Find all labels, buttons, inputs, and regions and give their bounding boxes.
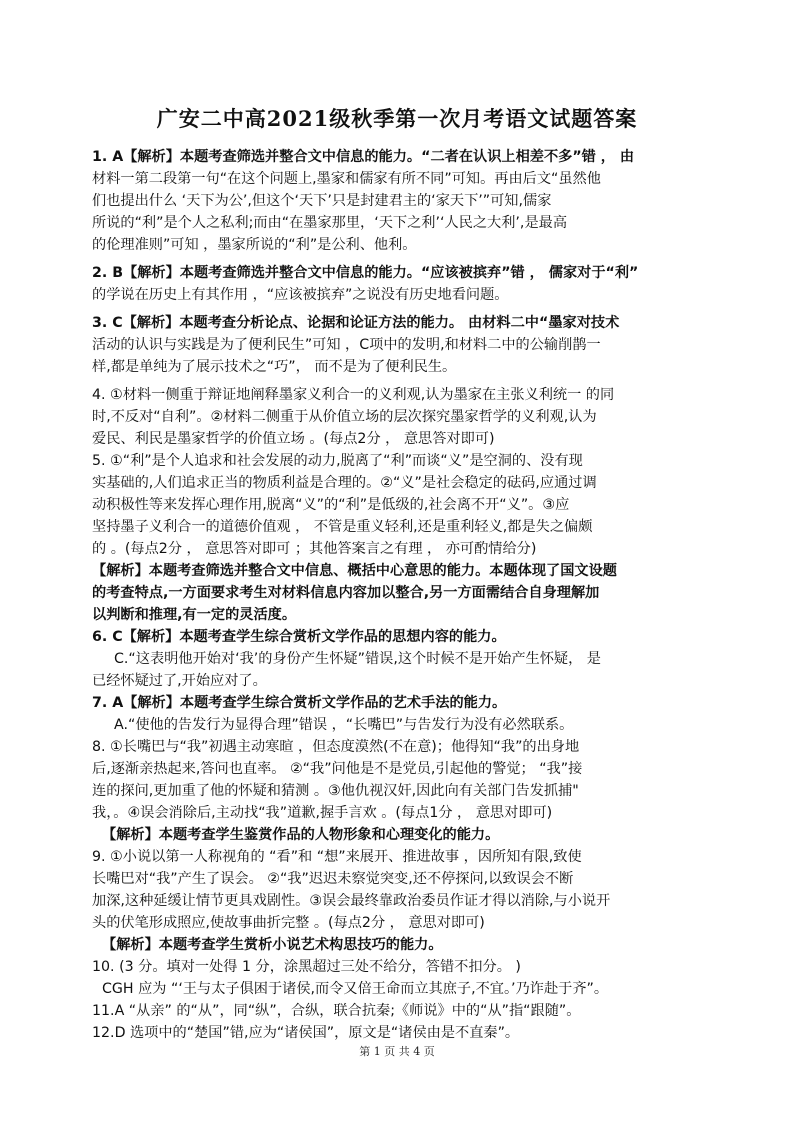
- answer-line: 动积极性等来发挥心理作用,脱离“义”的“利”是低级的,社会离不开“义”。③应: [92, 497, 570, 513]
- answer-12: [92, 1022, 704, 1044]
- answer-content: [92, 146, 704, 1044]
- answer-line: 样,都是单纯为了展示技术之“巧”， 而不是为了便利民生。: [92, 359, 457, 375]
- page-footer: 第 1 页 共 4 页: [359, 1045, 435, 1058]
- analysis-line: 【解析】本题考查学生赏析小说艺术构思技巧的能力。: [102, 937, 443, 953]
- answer-line: 材料一第二段第一句“在这个问题上,墨家和儒家有所不同”可知。再由后文“虽然他: [92, 171, 601, 187]
- answer-line: 的伦理准则”可知 ，墨家所说的“利”是公利、他利。: [92, 237, 417, 253]
- answer-11: [92, 1000, 704, 1022]
- answer-6: [92, 626, 704, 692]
- answer-line: 爱民、利民是墨家哲学的价值立场 。(每点2分 ， 意思答对即可): [92, 431, 495, 447]
- answer-line: 12.D 选项中的“楚国”错,应为“诸侯国”，原文是“诸侯由是不直秦”。: [92, 1025, 520, 1041]
- answer-7: [92, 692, 704, 736]
- answer-10: [92, 956, 704, 1000]
- answer-line: CGH 应为 “‘王与太子俱困于诸侯,而令又倍王命而立其庶子,不宜。’乃诈赴于齐”。: [102, 981, 609, 997]
- answer-9: [92, 846, 704, 956]
- answer-line: 8. ①长嘴巴与“我”初遇主动寒暄 ，但态度漠然(不在意)；他得知“我”的出身地: [92, 739, 580, 755]
- page-title: 广安二中高2021级秋季第一次月考语文试题答案: [156, 106, 638, 131]
- analysis-line: 的考查特点,一方面要求考生对材料信息内容加以整合,另一方面需结合自身理解加: [92, 585, 600, 601]
- answer-line: 加深,这种延缓让情节更具戏剧性。③误会最终靠政治委员作证才得以消除,与小说开: [92, 893, 611, 909]
- answer-line: 4. ①材料一侧重于辩证地阐释墨家义利合一的义利观,认为墨家在主张义利统一 的同: [92, 387, 615, 403]
- answer-line: 连的探问,更加重了他的怀疑和猜测 。③他仇视汉奸,因此向有关部门告发抓捕": [92, 783, 579, 799]
- answer-line: 的 。(每点2分 ， 意思答对即可 ；其他答案言之有理 ， 亦可酌情给分): [92, 541, 537, 557]
- answer-line: 我，。④误会消除后,主动找“我”道歉,握手言欢 。(每点1分 ， 意思对即可): [92, 805, 553, 821]
- answer-line: 9. ①小说以第一人称视角的 “看”和 “想”来展开、推进故事 ，因所知有限,致使: [92, 849, 582, 865]
- answer-line: 11.A “从亲” 的“从”，同“纵”，合纵，联合抗秦;《师说》中的“从”指“跟随”。: [92, 1003, 581, 1019]
- answer-line: 时,不反对“自利”。②材料二侧重于从价值立场的层次探究墨家哲学的义利观,认为: [92, 409, 597, 425]
- answer-line: 所说的“利”是个人之私利;而由“在墨家那里，‘天下之利’‘人民之大利’,是最高: [92, 215, 568, 231]
- answer-line: 活动的认识与实践是为了便利民生”可知 ，C项中的发明,和材料二中的公输削鹊一: [92, 337, 601, 353]
- answer-line: 们也提出什么 ‘天下为公’,但这个‘天下’只是封建君主的‘家天下’”可知,儒家: [92, 193, 552, 209]
- answer-line: 6. C【解析】本题考查学生综合赏析文学作品的思想内容的能力。: [92, 629, 506, 645]
- answer-line: 3. C【解析】本题考查分析论点、论据和论证方法的能力。 由材料二中“墨家对技术: [92, 315, 620, 331]
- answer-line: 7. A【解析】本题考查学生综合赏析文学作品的艺术手法的能力。: [92, 695, 507, 711]
- analysis-line: 【解析】本题考查学生鉴赏作品的人物形象和心理变化的能力。: [102, 827, 500, 843]
- answer-2: [92, 262, 704, 306]
- answer-line: C.“这表明他开始对‘我’的身份产生怀疑”错误,这个时候不是开始产生怀疑， 是: [114, 651, 601, 667]
- answer-1: [92, 146, 704, 256]
- answer-line: 2. B【解析】本题考查筛选并整合文中信息的能力。“应该被摈弃”错 ， 儒家对于“利”: [92, 265, 639, 281]
- analysis-line: 【解析】本题考查筛选并整合文中信息、概括中心意思的能力。本题体现了国文设题: [92, 563, 617, 579]
- answer-line: 的学说在历史上有其作用 ，“应该被摈弃”之说没有历史地看问题。: [92, 287, 509, 303]
- answer-line: 5. ①“利”是个人追求和社会发展的动力,脱离了“利”而谈“义”是空洞的、没有现: [92, 453, 583, 469]
- answer-5: [92, 450, 704, 560]
- answer-line: 10. (3 分。填对一处得 1 分，涂黑超过三处不给分，答错不扣分。 ): [92, 959, 521, 975]
- answer-4: [92, 384, 704, 450]
- analysis-5: [92, 560, 704, 626]
- answer-line: 头的伏笔形成照应,使故事曲折完整 。(每点2分 ， 意思对即可): [92, 915, 485, 931]
- answer-line: 已经怀疑过了,开始应对了。: [92, 673, 267, 689]
- answer-line: 实基础的,人们追求正当的物质利益是合理的。②“义”是社会稳定的砝码,应通过调: [92, 475, 597, 491]
- answer-line: A.“使他的告发行为显得合理”错误 ，“长嘴巴”与告发行为没有必然联系。: [114, 717, 574, 733]
- answer-line: 坚持墨子义利合一的道德价值观 ， 不管是重义轻利,还是重利轻义,都是失之偏颇: [92, 519, 593, 535]
- answer-line: 长嘴巴对“我”产生了误会。 ②“我”迟迟未察觉突变,还不停探问,以致误会不断: [92, 871, 574, 887]
- answer-3: [92, 312, 704, 378]
- analysis-line: 以判断和推理,有一定的灵活度。: [92, 607, 297, 623]
- answer-8: [92, 736, 704, 846]
- answer-line: 后,逐渐亲热起来,答问也直率。 ②“我”问他是不是党员,引起他的警觉； “我”接: [92, 761, 583, 777]
- answer-line: 1. A【解析】本题考查筛选并整合文中信息的能力。“二者在认识上相差不多”错 ， 由: [92, 149, 635, 165]
